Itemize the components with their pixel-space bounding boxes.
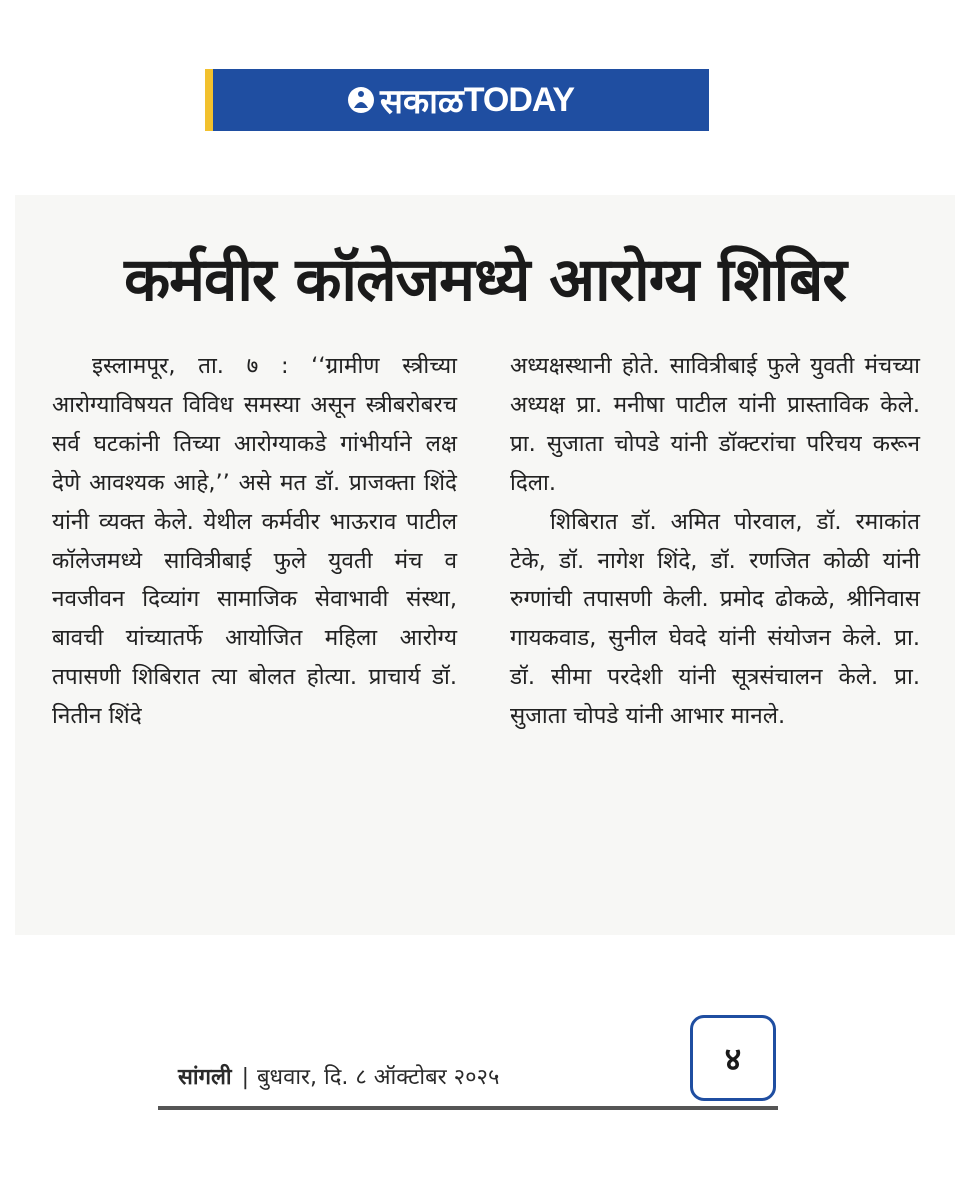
- page-number-box: [690, 1015, 776, 1101]
- article-paragraph: शिबिरात डॉ. अमित पोरवाल, डॉ. रमाकांत टेके, डॉ. नागेश शिंदे, डॉ. रणजित कोळी यांनी रुग्णांची तपासणी केली. प्रमोद ढोकळे, श्रीनिवास गायकवाड, सुनील घेवदे यांनी संयोजन केले. प्रा. डॉ. सीमा परदेशी यांनी सूत्रसंचालन केले. प्रा. सुजाता चोपडे यांनी आभार मानले.: [510, 508, 920, 730]
- masthead-name: सकाळ: [379, 82, 464, 122]
- page-number: ४: [724, 1039, 742, 1078]
- footer-separator: |: [241, 1065, 249, 1090]
- masthead-suffix: TODAY: [463, 80, 574, 119]
- newspaper-masthead: [205, 69, 709, 131]
- footer-city: सांगली: [178, 1065, 232, 1090]
- article-headline: कर्मवीर कॉलेजमध्ये आरोग्य शिबिर: [124, 245, 846, 315]
- article-left-column: इस्लामपूर, ता. ७ : ‘‘ग्रामीण स्त्रीच्या आरोग्याविषयत विविध समस्या असून स्त्रीबरोबरच सर्व घटकांनी तिच्या आरोग्याकडे गांभीर्याने लक्ष देणे आवश्यक आहे,’’ असे मत डॉ. प्राजक्ता शिंदे यांनी व्यक्त केले. येथील कर्मवीर भाऊराव पाटील कॉलेजमध्ये सावित्रीबाई फुले युवती मंच व नवजीवन दिव्यांग सामाजिक सेवाभावी संस्था, बावची यांच्यातर्फे आयोजित महिला आरोग्य तपासणी शिबिरात त्या बोलत होत्या. प्राचार्य डॉ. नितीन शिंदे: [52, 353, 457, 730]
- footer-rule: [158, 1106, 778, 1110]
- sakal-emblem-icon: [348, 87, 374, 113]
- footer-date: बुधवार, दि. ८ ऑक्टोबर २०२५: [257, 1065, 500, 1090]
- article-right-column: [510, 347, 920, 736]
- footer-text: [178, 1061, 499, 1091]
- article-paragraph: अध्यक्षस्थानी होते. सावित्रीबाई फुले युवती मंचच्या अध्यक्ष प्रा. मनीषा पाटील यांनी प्रास्ताविक केले. प्रा. सुजाता चोपडे यांनी डॉक्टरांचा परिचय करून दिला.: [510, 353, 920, 496]
- page-footer: [158, 1055, 778, 1115]
